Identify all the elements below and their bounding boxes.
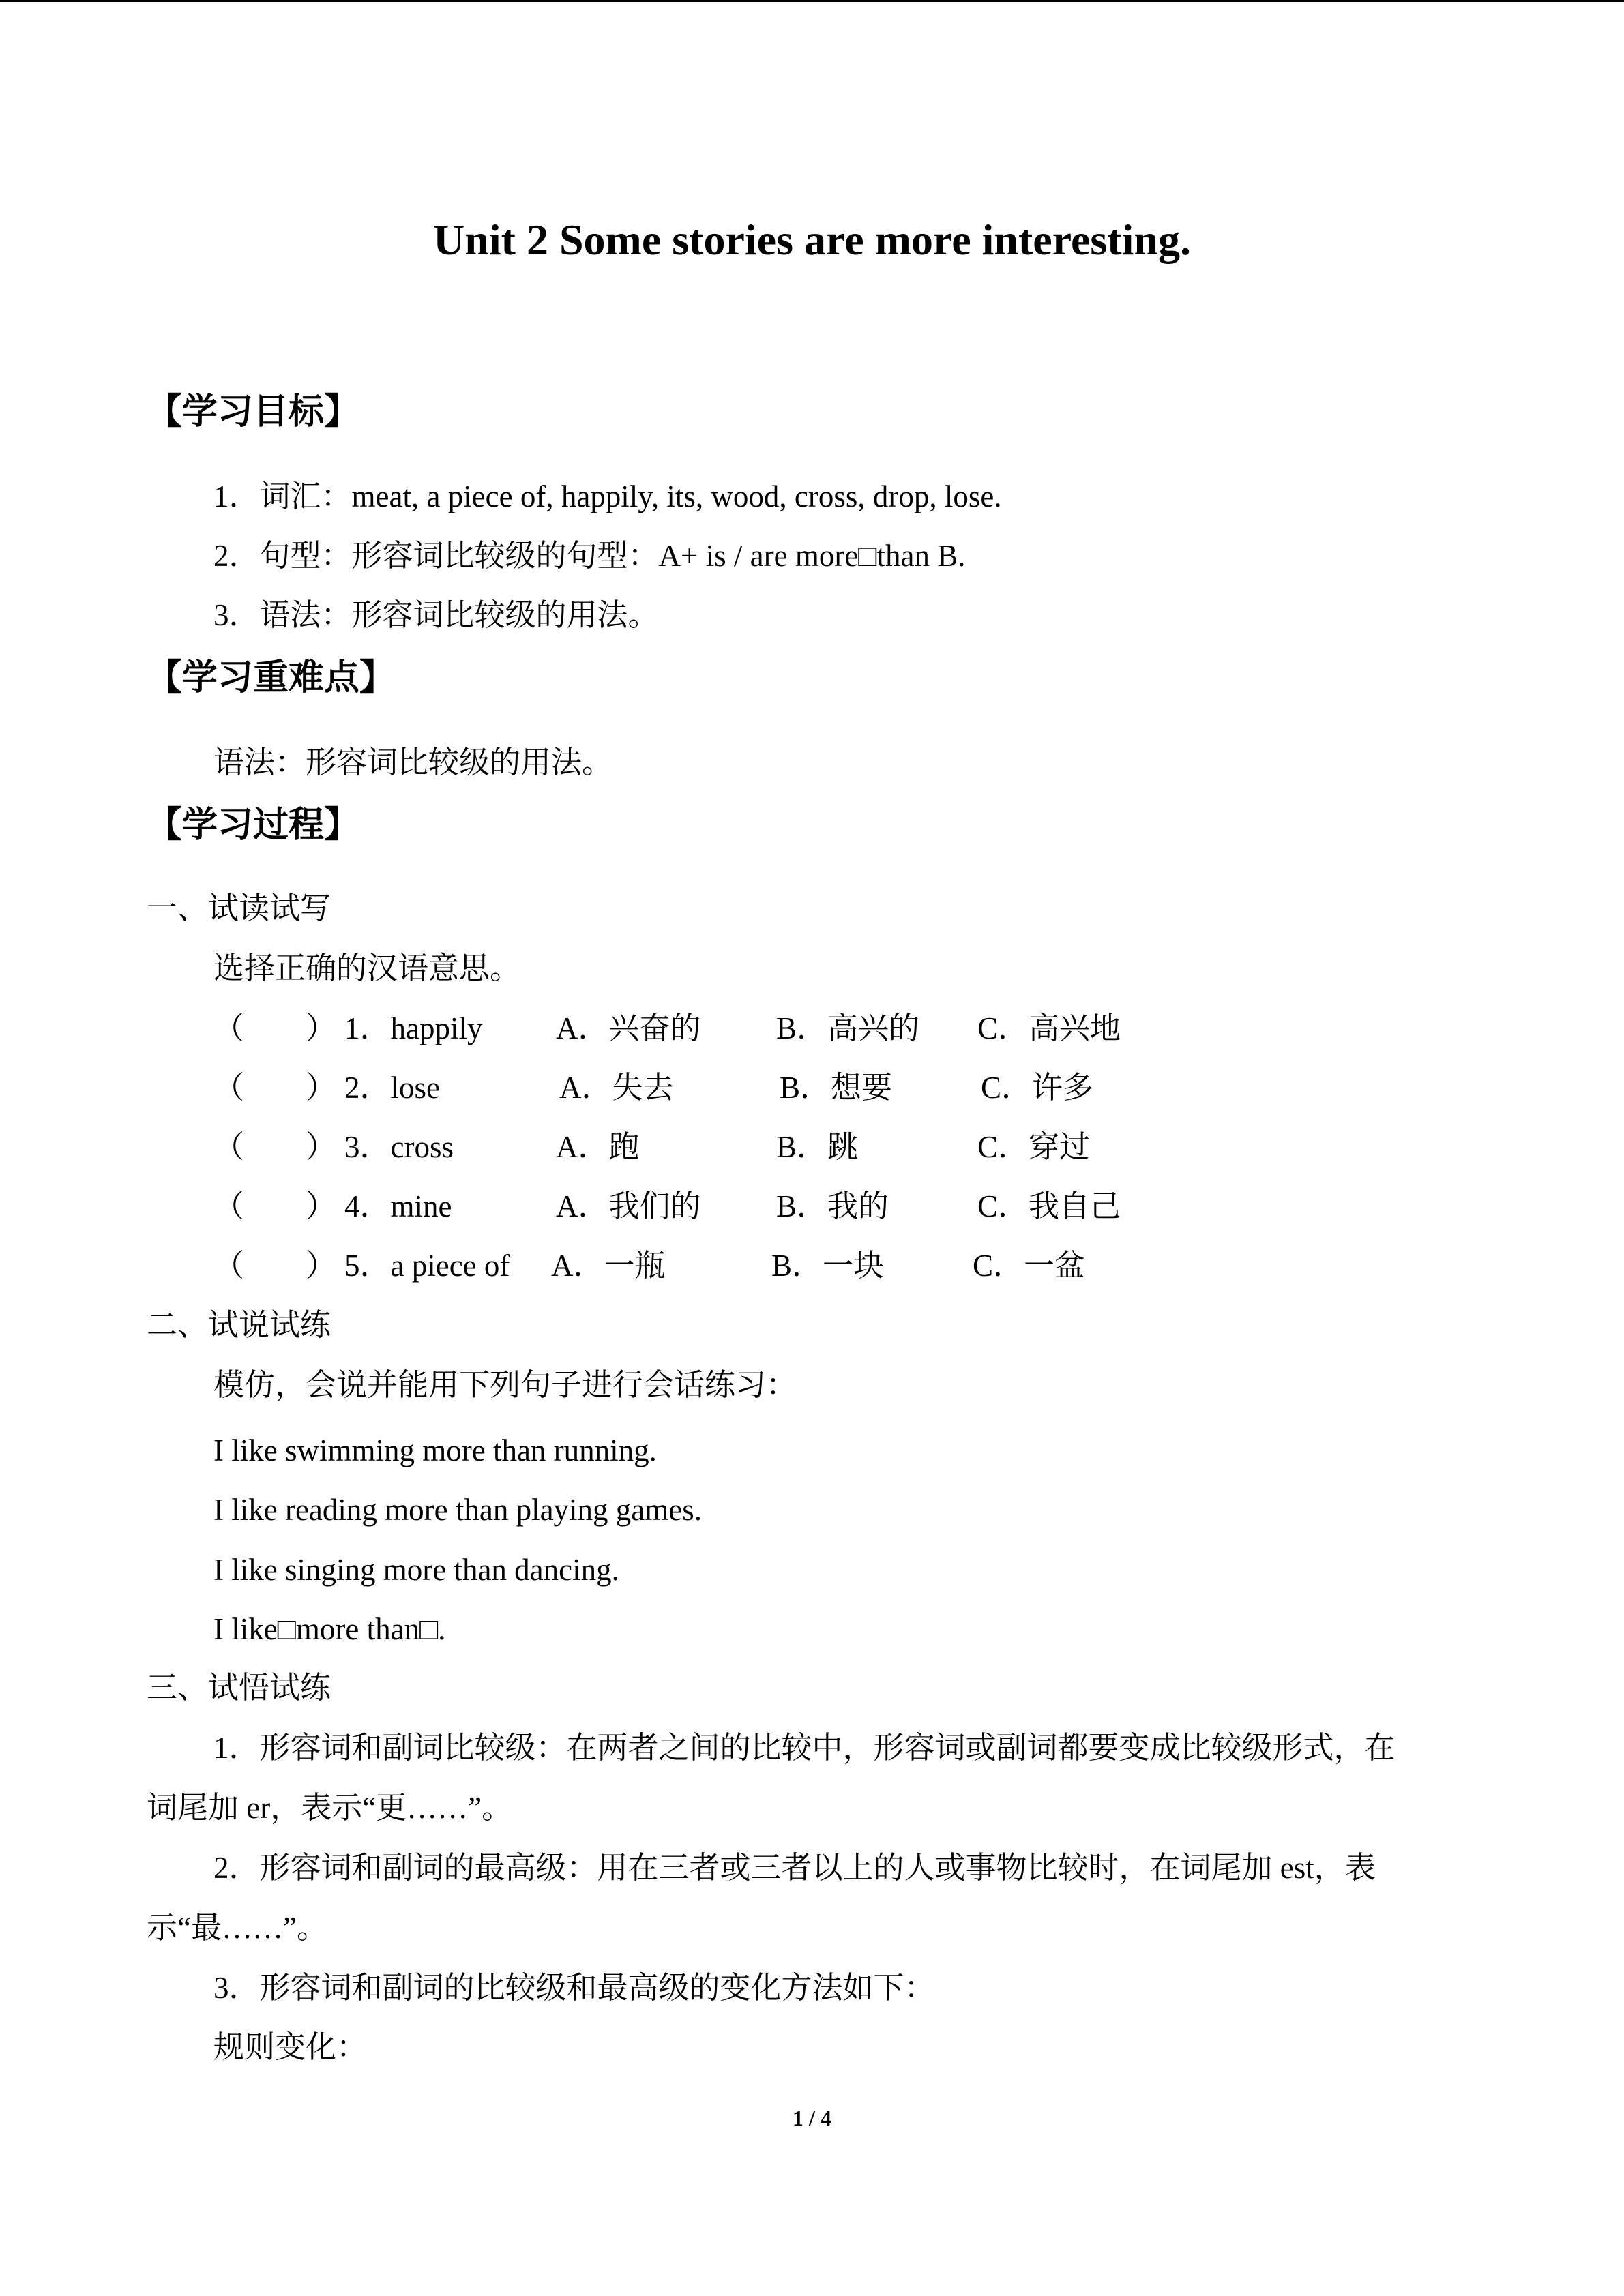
option-a: A．兴奋的 [556,1011,701,1045]
practice-sentence: I like□more than□. [213,1612,446,1646]
option-b: B．高兴的 [776,1011,920,1045]
option-c: C．穿过 [977,1130,1091,1164]
option-c: C．一盆 [973,1249,1086,1283]
practice-sentence: I like singing more than dancing. [213,1553,619,1587]
question-word: 1．happily [344,1011,483,1045]
page-number: 1 / 4 [793,2106,831,2130]
goal-item-grammar: 3．语法：形容词比较级的用法。 [213,598,659,632]
goal-item-sentence: 2．句型：形容词比较级的句型：A+ is / are more□than B. [213,539,966,573]
option-a: A．失去 [559,1071,674,1105]
part2-instruction: 模仿，会说并能用下列句子进行会话练习： [213,1368,797,1402]
key-points-text: 语法：形容词比较级的用法。 [213,745,613,779]
option-b: B．我的 [776,1189,889,1223]
question-word: 4．mine [344,1189,452,1223]
option-c: C．高兴地 [977,1011,1121,1045]
rule1-line1: 1．形容词和副词比较级：在两者之间的比较中，形容词或副词都要变成比较级形式，在 [213,1731,1396,1765]
goal-item-vocab: 1．词汇：meat, a piece of, happily, its, wood, cross, drop, lose. [213,479,1002,513]
part1-title: 一、试读试写 [147,891,331,925]
heading-learning-process: 【学习过程】 [147,805,360,846]
question-word: 5．a piece of [344,1249,510,1283]
practice-sentence: I like reading more than playing games. [213,1493,703,1527]
document-title: Unit 2 Some stories are more interesting. [433,215,1191,264]
page-top-border [0,0,1624,2]
rule1-line2: 词尾加 er，表示“更……”。 [147,1791,513,1825]
rule3-text: 3．形容词和副词的比较级和最高级的变化方法如下： [213,1971,935,2005]
answer-bracket[interactable]: （ ） [213,1249,337,1283]
option-c: C．许多 [981,1071,1094,1105]
option-b: B．跳 [776,1130,859,1164]
option-a: A．跑 [556,1130,640,1164]
regular-changes-label: 规则变化： [213,2030,368,2064]
rule2-line2: 示“最……”。 [147,1911,327,1945]
answer-bracket[interactable]: （ ） [213,1189,337,1223]
option-c: C．我自己 [977,1189,1121,1223]
rule2-line1: 2．形容词和副词的最高级：用在三者或三者以上的人或事物比较时，在词尾加 est，表 [213,1851,1376,1885]
part2-title: 二、试说试练 [147,1308,331,1342]
answer-bracket[interactable]: （ ） [213,1011,337,1045]
part1-instruction: 选择正确的汉语意思。 [213,951,521,985]
option-b: B．一块 [771,1249,885,1283]
practice-sentence: I like swimming more than running. [213,1433,657,1467]
option-a: A．一瓶 [551,1249,666,1283]
question-word: 2．lose [344,1071,440,1105]
part3-title: 三、试悟试练 [147,1671,331,1705]
answer-bracket[interactable]: （ ） [213,1071,337,1105]
option-a: A．我们的 [556,1189,701,1223]
answer-bracket[interactable]: （ ） [213,1130,337,1164]
option-b: B．想要 [780,1071,893,1105]
heading-learning-goals: 【学习目标】 [147,391,360,432]
question-word: 3．cross [344,1130,454,1164]
heading-key-points: 【学习重难点】 [147,657,396,698]
